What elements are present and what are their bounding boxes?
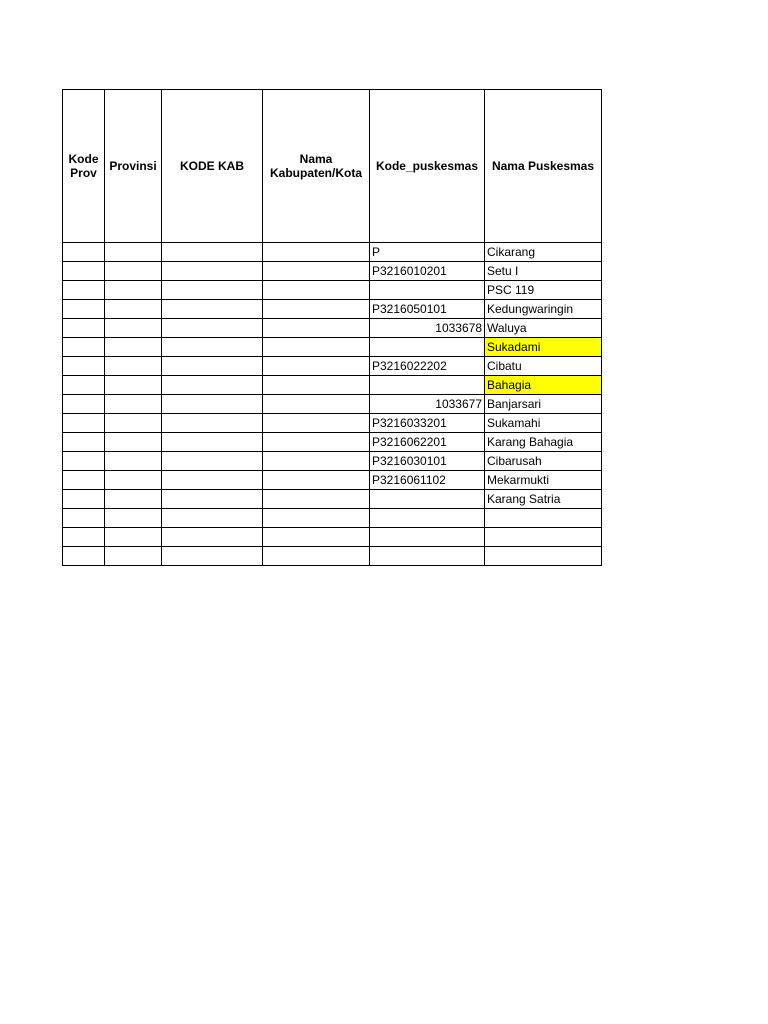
table-row	[63, 547, 602, 566]
cell-kode-prov[interactable]	[63, 471, 105, 490]
header-kode-puskesmas[interactable]: Kode_puskesmas	[370, 90, 485, 243]
cell-kode-kab[interactable]	[162, 338, 263, 357]
cell-kode-puskesmas[interactable]: P3216062201	[370, 433, 485, 452]
table-row	[63, 490, 602, 509]
table-row	[63, 414, 602, 433]
table-row	[63, 433, 602, 452]
cell-kode-kab[interactable]	[162, 509, 263, 528]
cell-kode-kab[interactable]	[162, 243, 263, 262]
cell-provinsi[interactable]	[105, 395, 162, 414]
cell-kode-puskesmas[interactable]	[370, 490, 485, 509]
cell-kode-prov[interactable]	[63, 281, 105, 300]
cell-nama-puskesmas[interactable]: Cibarusah	[485, 452, 602, 471]
cell-nama-puskesmas[interactable]	[485, 509, 602, 528]
cell-provinsi[interactable]	[105, 262, 162, 281]
cell-nama-kabupaten-kota[interactable]	[263, 262, 370, 281]
cell-nama-kabupaten-kota[interactable]	[263, 414, 370, 433]
cell-kode-prov[interactable]	[63, 528, 105, 547]
cell-kode-puskesmas[interactable]	[370, 338, 485, 357]
cell-provinsi[interactable]	[105, 509, 162, 528]
cell-kode-prov[interactable]	[63, 376, 105, 395]
cell-provinsi[interactable]	[105, 319, 162, 338]
cell-kode-puskesmas[interactable]: P3216033201	[370, 414, 485, 433]
cell-provinsi[interactable]	[105, 452, 162, 471]
cell-nama-kabupaten-kota[interactable]	[263, 395, 370, 414]
cell-nama-kabupaten-kota[interactable]	[263, 433, 370, 452]
table-row	[63, 395, 602, 414]
cell-kode-kab[interactable]	[162, 414, 263, 433]
cell-nama-puskesmas[interactable]: PSC 119	[485, 281, 602, 300]
cell-provinsi[interactable]	[105, 300, 162, 319]
table-row	[63, 338, 602, 357]
cell-nama-kabupaten-kota[interactable]	[263, 338, 370, 357]
cell-kode-puskesmas[interactable]: P3216050101	[370, 300, 485, 319]
cell-nama-puskesmas[interactable]: Bahagia	[485, 376, 602, 395]
cell-kode-kab[interactable]	[162, 395, 263, 414]
cell-kode-kab[interactable]	[162, 319, 263, 338]
cell-provinsi[interactable]	[105, 433, 162, 452]
cell-provinsi[interactable]	[105, 547, 162, 566]
cell-provinsi[interactable]	[105, 357, 162, 376]
cell-nama-puskesmas[interactable]: Setu I	[485, 262, 602, 281]
header-provinsi[interactable]: Provinsi	[105, 90, 162, 243]
cell-kode-prov[interactable]	[63, 433, 105, 452]
cell-provinsi[interactable]	[105, 243, 162, 262]
header-kode-kab[interactable]: KODE KAB	[162, 90, 263, 243]
cell-kode-prov[interactable]	[63, 262, 105, 281]
cell-provinsi[interactable]	[105, 414, 162, 433]
puskesmas-table	[62, 89, 602, 566]
table-row	[63, 300, 602, 319]
cell-nama-puskesmas[interactable]: Waluya	[485, 319, 602, 338]
cell-nama-kabupaten-kota[interactable]	[263, 471, 370, 490]
cell-kode-puskesmas[interactable]	[370, 509, 485, 528]
cell-kode-puskesmas[interactable]: P3216061102	[370, 471, 485, 490]
cell-nama-kabupaten-kota[interactable]	[263, 300, 370, 319]
table-row	[63, 281, 602, 300]
header-nama-puskesmas[interactable]: Nama Puskesmas	[485, 90, 602, 243]
cell-kode-prov[interactable]	[63, 509, 105, 528]
cell-nama-puskesmas[interactable]: Mekarmukti	[485, 471, 602, 490]
cell-provinsi[interactable]	[105, 528, 162, 547]
cell-kode-puskesmas[interactable]: P3216010201	[370, 262, 485, 281]
cell-nama-puskesmas[interactable]: Karang Satria	[485, 490, 602, 509]
cell-kode-kab[interactable]	[162, 547, 263, 566]
cell-kode-kab[interactable]	[162, 490, 263, 509]
cell-kode-puskesmas[interactable]: P	[370, 243, 485, 262]
cell-nama-puskesmas[interactable]: Cibatu	[485, 357, 602, 376]
cell-nama-puskesmas[interactable]: Sukamahi	[485, 414, 602, 433]
cell-nama-kabupaten-kota[interactable]	[263, 281, 370, 300]
cell-nama-puskesmas[interactable]: Karang Bahagia	[485, 433, 602, 452]
cell-nama-puskesmas[interactable]: Banjarsari	[485, 395, 602, 414]
header-nama-kabupaten-kota[interactable]: Nama Kabupaten/Kota	[263, 90, 370, 243]
table-row	[63, 452, 602, 471]
cell-kode-kab[interactable]	[162, 300, 263, 319]
table-row	[63, 471, 602, 490]
cell-nama-kabupaten-kota[interactable]	[263, 319, 370, 338]
cell-kode-puskesmas[interactable]	[370, 376, 485, 395]
cell-kode-prov[interactable]	[63, 338, 105, 357]
cell-nama-puskesmas[interactable]	[485, 528, 602, 547]
cell-kode-kab[interactable]	[162, 452, 263, 471]
cell-kode-puskesmas[interactable]: P3216030101	[370, 452, 485, 471]
cell-provinsi[interactable]	[105, 490, 162, 509]
cell-provinsi[interactable]	[105, 471, 162, 490]
table-body	[63, 243, 602, 566]
cell-kode-prov[interactable]	[63, 547, 105, 566]
cell-kode-kab[interactable]	[162, 433, 263, 452]
cell-kode-kab[interactable]	[162, 281, 263, 300]
table-row	[63, 262, 602, 281]
table-row	[63, 243, 602, 262]
table-row	[63, 319, 602, 338]
cell-nama-kabupaten-kota[interactable]	[263, 376, 370, 395]
cell-kode-puskesmas[interactable]	[370, 281, 485, 300]
cell-nama-kabupaten-kota[interactable]	[263, 547, 370, 566]
cell-provinsi[interactable]	[105, 281, 162, 300]
cell-kode-puskesmas[interactable]	[370, 547, 485, 566]
cell-provinsi[interactable]	[105, 338, 162, 357]
cell-nama-kabupaten-kota[interactable]	[263, 357, 370, 376]
cell-nama-kabupaten-kota[interactable]	[263, 490, 370, 509]
cell-kode-prov[interactable]	[63, 395, 105, 414]
cell-kode-kab[interactable]	[162, 471, 263, 490]
cell-kode-prov[interactable]	[63, 300, 105, 319]
cell-nama-puskesmas[interactable]: Kedungwaringin	[485, 300, 602, 319]
cell-kode-kab[interactable]	[162, 528, 263, 547]
table-row	[63, 509, 602, 528]
table-row	[63, 357, 602, 376]
cell-kode-prov[interactable]	[63, 319, 105, 338]
cell-kode-prov[interactable]	[63, 490, 105, 509]
cell-kode-prov[interactable]	[63, 357, 105, 376]
cell-kode-kab[interactable]	[162, 376, 263, 395]
cell-nama-kabupaten-kota[interactable]	[263, 509, 370, 528]
cell-kode-puskesmas[interactable]	[370, 528, 485, 547]
cell-kode-puskesmas[interactable]: 1033677	[370, 395, 485, 414]
cell-kode-prov[interactable]	[63, 452, 105, 471]
cell-nama-puskesmas[interactable]: Sukadami	[485, 338, 602, 357]
cell-nama-kabupaten-kota[interactable]	[263, 528, 370, 547]
cell-kode-prov[interactable]	[63, 414, 105, 433]
cell-nama-puskesmas[interactable]: Cikarang	[485, 243, 602, 262]
header-row	[63, 90, 602, 243]
table-row	[63, 528, 602, 547]
cell-nama-puskesmas[interactable]	[485, 547, 602, 566]
cell-kode-kab[interactable]	[162, 357, 263, 376]
cell-nama-kabupaten-kota[interactable]	[263, 243, 370, 262]
table-row	[63, 376, 602, 395]
cell-nama-kabupaten-kota[interactable]	[263, 452, 370, 471]
cell-kode-kab[interactable]	[162, 262, 263, 281]
cell-kode-prov[interactable]	[63, 243, 105, 262]
cell-provinsi[interactable]	[105, 376, 162, 395]
cell-kode-puskesmas[interactable]: 1033678	[370, 319, 485, 338]
cell-kode-puskesmas[interactable]: P3216022202	[370, 357, 485, 376]
header-kode-prov[interactable]: Kode Prov	[63, 90, 105, 243]
